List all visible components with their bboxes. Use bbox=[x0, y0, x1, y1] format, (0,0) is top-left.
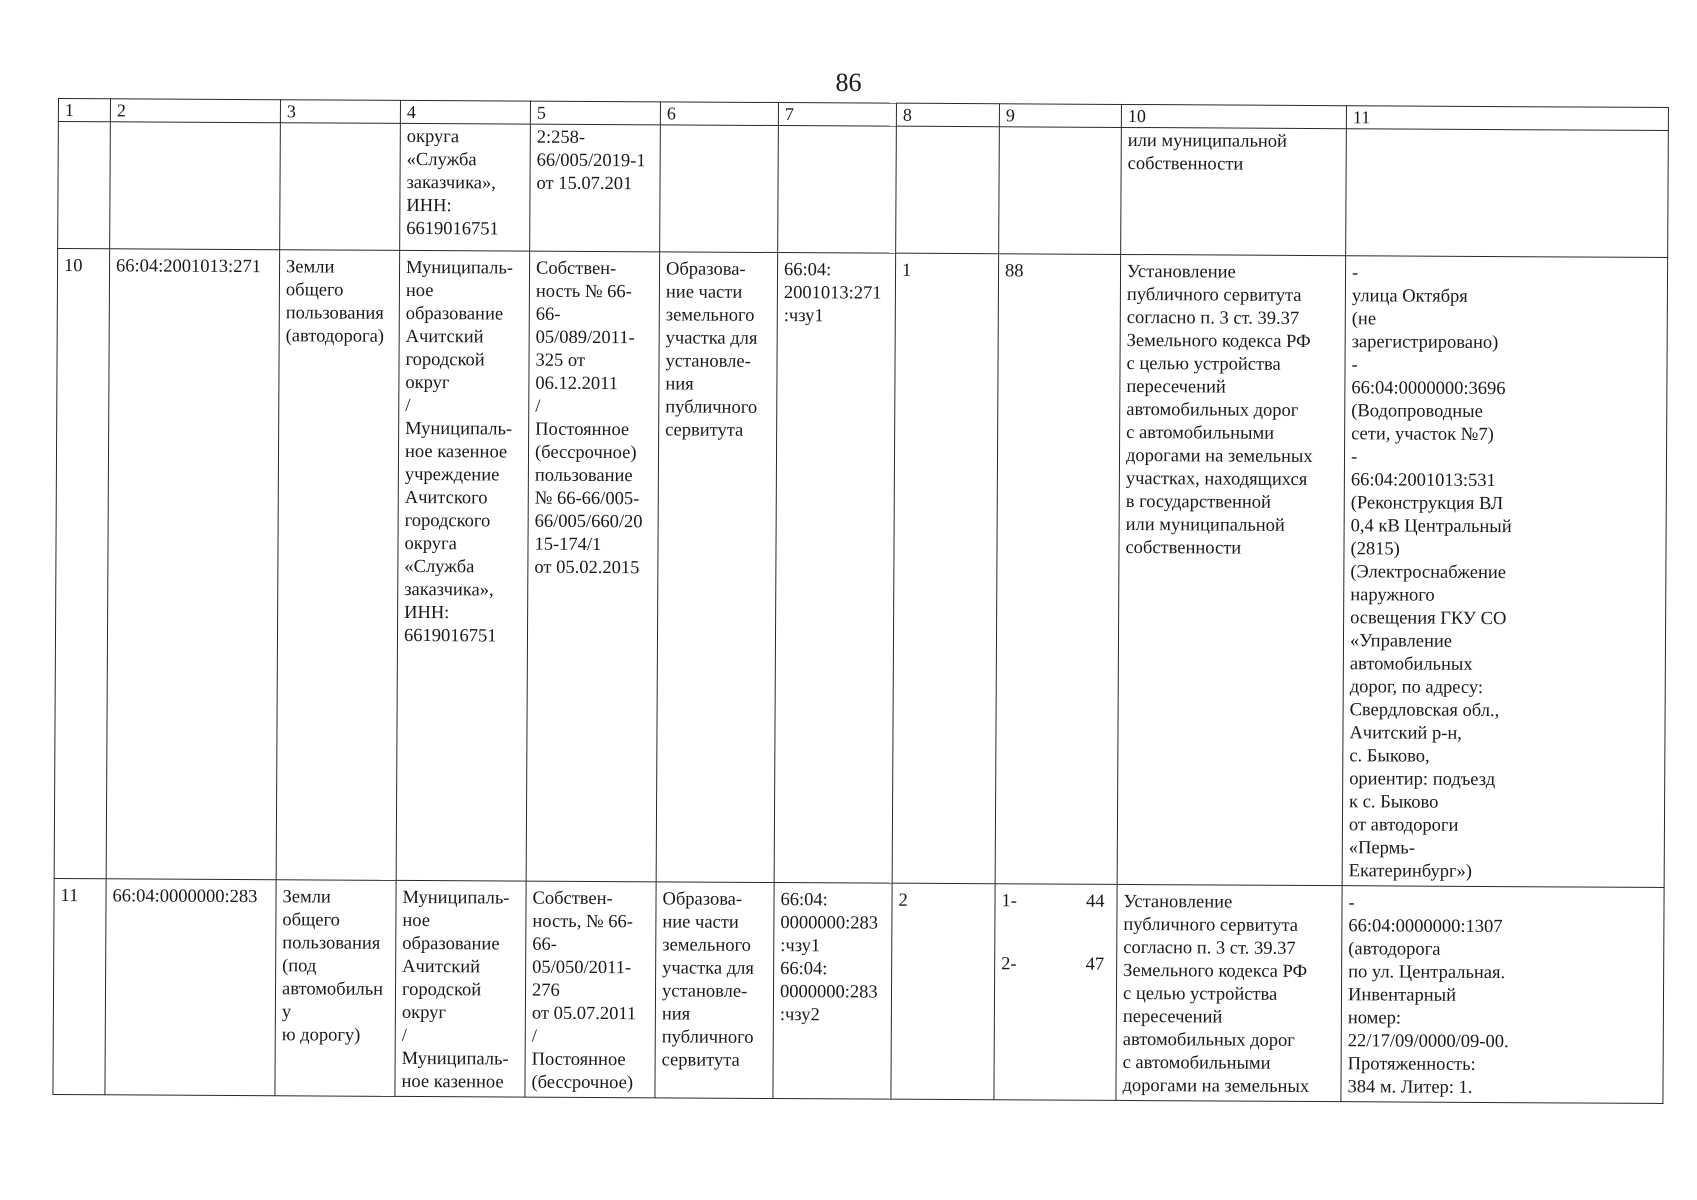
cell-line: / bbox=[535, 396, 541, 417]
cell-line: ния bbox=[665, 374, 694, 395]
cell-line: сервитута bbox=[661, 1050, 740, 1071]
cell-line: городского bbox=[404, 510, 491, 532]
cell-line: с целью устройства bbox=[1122, 983, 1278, 1005]
cell-line: округа bbox=[404, 533, 457, 555]
cell-line: согласно п. 3 ст. 39.37 bbox=[1126, 307, 1300, 329]
cell-line: округ bbox=[401, 1002, 447, 1024]
cell-line: участка для bbox=[665, 328, 758, 349]
registry-table bbox=[52, 98, 1669, 1104]
cell-line: «Служба bbox=[406, 149, 477, 171]
area-cell: 88 bbox=[995, 254, 1121, 885]
cell-line: 2001013:271 bbox=[783, 283, 882, 304]
cell-line: Екатеринбург») bbox=[1348, 861, 1473, 882]
cell-line: Ачитского bbox=[404, 487, 488, 509]
cell-line: округ bbox=[405, 372, 450, 394]
header-cell: 3 bbox=[280, 100, 400, 124]
area-part-value: 44 bbox=[1085, 891, 1105, 912]
cell-line: установле- bbox=[665, 351, 751, 372]
cadastral-number-cell: 66:04:2001013:271 bbox=[106, 249, 280, 880]
cell-line: пересечений bbox=[1126, 376, 1226, 398]
cell-line: :чзу1 bbox=[783, 306, 824, 327]
header-cell: 7 bbox=[778, 103, 896, 127]
cell-line: ориентир: подъезд bbox=[1349, 769, 1496, 791]
cell-line: участках, находящихся bbox=[1125, 468, 1308, 490]
cell-line: автомобильных bbox=[1349, 654, 1473, 675]
purpose-cell bbox=[1121, 127, 1347, 255]
cell-line: 66/005/2019-1 bbox=[536, 150, 646, 172]
cell-line: - bbox=[1350, 447, 1358, 468]
action-cell bbox=[656, 252, 778, 883]
cell-line: зарегистрировано) bbox=[1351, 332, 1499, 354]
cell-line: образование bbox=[405, 303, 504, 325]
cell-line: Постоянное bbox=[531, 1049, 626, 1071]
cell-line: участка для bbox=[662, 958, 754, 979]
header-cell: 1 bbox=[58, 99, 110, 122]
cell-line: земельного bbox=[662, 935, 751, 956]
cell-line: публичного bbox=[661, 1027, 754, 1048]
cell-line: автомобильну bbox=[281, 979, 384, 1023]
cell-line: Установление bbox=[1123, 891, 1233, 913]
cell-line: - bbox=[1348, 893, 1355, 914]
cell-line: 66:04:0000000:3696 bbox=[1351, 378, 1506, 400]
cell-line: округа bbox=[406, 126, 460, 148]
cell-line: (бессрочное) bbox=[534, 442, 637, 464]
cell-line: Постоянное bbox=[535, 419, 630, 441]
table-row bbox=[53, 878, 1664, 1103]
cell-line: сети, участок №7) bbox=[1351, 424, 1494, 446]
cell-line: (Водопроводные bbox=[1351, 401, 1483, 422]
cell-line: пользование bbox=[534, 465, 633, 487]
cell-line: ИНН: bbox=[406, 195, 452, 217]
cell-line: дорогами на земельных bbox=[1125, 445, 1313, 468]
cell-line: Образова- bbox=[665, 259, 746, 280]
cell-line: (бессрочное) bbox=[531, 1072, 634, 1094]
rights-cell bbox=[530, 124, 661, 252]
cell-line: городской bbox=[405, 349, 485, 371]
cell-line: Образова- bbox=[662, 889, 743, 910]
cell-line: Протяженность: bbox=[1347, 1054, 1476, 1075]
cell-line: 66- bbox=[532, 934, 558, 955]
cell-line: (автодорога) bbox=[285, 326, 385, 347]
header-cell: 11 bbox=[1346, 106, 1668, 131]
cell-line: Ачитский bbox=[402, 956, 481, 978]
cell-line: от 05.07.2011 bbox=[531, 1003, 637, 1025]
cell-line: :чзу1 bbox=[780, 936, 821, 957]
table-row bbox=[54, 249, 1667, 888]
area-part-2 bbox=[1001, 953, 1110, 977]
cell-line: собственности bbox=[1125, 537, 1242, 559]
cell-line: автомобильных дорог bbox=[1126, 399, 1299, 421]
cell-line: заказчика», bbox=[406, 172, 496, 194]
cell-line: публичного bbox=[665, 397, 758, 418]
header-cell: 4 bbox=[400, 100, 530, 124]
cell-line: освещения ГКУ СО bbox=[1350, 608, 1507, 630]
cell-line: наружного bbox=[1350, 585, 1435, 606]
cell-line: 66:04: bbox=[783, 260, 832, 281]
owner-cell bbox=[395, 880, 526, 1097]
cell-line: по ул. Центральная. bbox=[1348, 962, 1506, 984]
page-number: 86 bbox=[835, 68, 862, 97]
header-cell: 6 bbox=[660, 102, 778, 126]
header-cell: 10 bbox=[1121, 104, 1346, 128]
cell-line: 276 bbox=[531, 980, 560, 1001]
cadastral-number-cell: 66:04:0000000:283 bbox=[105, 879, 276, 1096]
cell-line: «Управление bbox=[1349, 631, 1453, 652]
cell-line: Муниципаль- bbox=[406, 257, 514, 279]
cell-line: дорогами на земельных bbox=[1122, 1075, 1310, 1098]
area-part-1 bbox=[1001, 890, 1110, 914]
cell-line: ное казенное bbox=[401, 1071, 504, 1093]
cell-line: улица Октября bbox=[1351, 286, 1468, 307]
cell-line: «Пермь- bbox=[1348, 838, 1415, 859]
cell-line: - bbox=[1351, 263, 1359, 284]
cell-line: ность, № 66- bbox=[532, 911, 633, 933]
cell-line: ю дорогу) bbox=[281, 1025, 361, 1046]
cell-line: «Служба bbox=[404, 556, 475, 578]
header-cell: 5 bbox=[530, 101, 660, 125]
cell-line: земельного bbox=[665, 305, 755, 326]
header-cell: 8 bbox=[896, 103, 999, 127]
cell-line: 22/17/09/0000/09-00. bbox=[1347, 1031, 1509, 1053]
cell-line: 0,4 кВ Центральный bbox=[1350, 516, 1512, 538]
cell-line: собственности bbox=[1127, 153, 1244, 175]
part-number-cell bbox=[774, 253, 896, 884]
cell-line: Земли общего bbox=[282, 887, 340, 931]
cell-line: ИНН: bbox=[404, 602, 450, 624]
cell-line: / bbox=[531, 1026, 537, 1047]
rights-cell bbox=[525, 881, 656, 1098]
cell-line: (2815) bbox=[1350, 539, 1400, 560]
cell-line: Муниципаль- bbox=[401, 1048, 509, 1070]
cell-line: 384 м. Литер: 1. bbox=[1347, 1077, 1473, 1098]
related-objects-cell bbox=[1342, 256, 1668, 888]
table-row-continued bbox=[58, 122, 1669, 258]
cell-line: 66/005/660/20 bbox=[534, 511, 643, 533]
action-cell bbox=[655, 882, 774, 1099]
cell-line: публичного сервитута bbox=[1123, 914, 1299, 936]
cell-line: публичного сервитута bbox=[1126, 284, 1302, 306]
cell-line: городской bbox=[401, 979, 482, 1001]
cell-line: ния bbox=[661, 1004, 691, 1025]
cell-line: 6619016751 bbox=[406, 218, 499, 240]
cell-line: 66:04: bbox=[780, 890, 828, 911]
cell-line: Земельного кодекса РФ bbox=[1123, 960, 1308, 982]
cell-line: образование bbox=[402, 933, 500, 955]
cell-line: 66:04:2001013:531 bbox=[1350, 470, 1496, 492]
cell-line: Свердловская обл., bbox=[1349, 700, 1500, 722]
cell-line: Земли общего bbox=[285, 257, 344, 301]
part-count-cell: 2 bbox=[891, 883, 995, 1100]
header-cell: 2 bbox=[110, 99, 280, 123]
cell-line: 325 от bbox=[535, 350, 586, 371]
cell-line: ность № 66- bbox=[535, 281, 632, 303]
owner-cell bbox=[400, 123, 531, 251]
cell-line: Муниципаль- bbox=[405, 418, 513, 440]
cell-line: учреждение bbox=[404, 464, 500, 486]
area-part-value: 47 bbox=[1085, 954, 1105, 975]
cell-line: с. Быково, bbox=[1349, 746, 1430, 767]
part-number-cell bbox=[773, 883, 892, 1100]
cell-line: 05/050/2011- bbox=[532, 957, 632, 979]
cell-line: 2:258- bbox=[536, 127, 586, 148]
cell-line: номер: bbox=[1347, 1008, 1402, 1029]
rights-cell bbox=[526, 251, 660, 882]
cell-line: к с. Быково bbox=[1349, 792, 1439, 813]
row-number-cell: 11 bbox=[53, 878, 106, 1094]
header-cell: 9 bbox=[999, 104, 1121, 128]
cell-line: или муниципальной bbox=[1125, 514, 1285, 536]
cell-line: Земельного кодекса РФ bbox=[1126, 330, 1311, 352]
cell-line: 66:04: bbox=[780, 959, 828, 980]
purpose-cell bbox=[1117, 254, 1346, 885]
cell-line: № 66-66/005- bbox=[534, 488, 640, 510]
cell-line: Инвентарный bbox=[1347, 985, 1457, 1006]
cell-line: ние части bbox=[665, 282, 743, 303]
cell-line: 0000000:283 bbox=[780, 913, 879, 934]
area-part-label: 1- bbox=[1001, 891, 1018, 912]
cell-line: Ачитский р-н, bbox=[1349, 723, 1462, 744]
related-objects-cell bbox=[1341, 886, 1664, 1104]
cell-line: от 05.02.2015 bbox=[534, 557, 640, 579]
cell-line: / bbox=[405, 395, 411, 416]
cell-line: согласно п. 3 ст. 39.37 bbox=[1123, 937, 1296, 959]
cell-line: с автомобильными bbox=[1126, 422, 1275, 444]
cell-line: (под bbox=[282, 956, 317, 977]
cell-line: Установление bbox=[1126, 261, 1236, 283]
area-cell bbox=[994, 884, 1117, 1101]
cell-line: пользования bbox=[285, 303, 384, 324]
cell-line: с автомобильными bbox=[1122, 1052, 1271, 1074]
cell-line: дорог, по адресу: bbox=[1349, 677, 1484, 698]
cell-line: установле- bbox=[661, 981, 748, 1002]
cell-line: Собствен- bbox=[535, 258, 617, 280]
land-category-cell bbox=[276, 250, 400, 881]
cell-line: ние части bbox=[662, 912, 739, 933]
cell-line: / bbox=[401, 1025, 407, 1046]
cell-line: (Реконструкция ВЛ bbox=[1350, 493, 1504, 515]
registry-table-sheet bbox=[52, 98, 1668, 1104]
cell-line: :чзу2 bbox=[779, 1005, 820, 1026]
cell-line: 0000000:283 bbox=[779, 982, 878, 1003]
cell-line: 06.12.2011 bbox=[535, 373, 619, 395]
cell-line: - bbox=[1351, 355, 1358, 376]
cell-line: 6619016751 bbox=[403, 625, 497, 647]
cell-line: или муниципальной bbox=[1127, 130, 1288, 152]
cell-line: ное казенное bbox=[404, 441, 508, 463]
cell-line: (не bbox=[1351, 309, 1377, 330]
cell-line: в государственной bbox=[1125, 491, 1272, 513]
cell-line: пересечений bbox=[1122, 1006, 1223, 1028]
part-count-cell: 1 bbox=[892, 253, 999, 884]
purpose-cell bbox=[1116, 884, 1342, 1101]
cell-line: 66- bbox=[535, 304, 561, 325]
cell-line: Собствен- bbox=[532, 888, 613, 910]
cell-line: ное bbox=[402, 910, 431, 932]
row-number-cell: 10 bbox=[54, 249, 110, 879]
cell-line: с целью устройства bbox=[1126, 353, 1281, 375]
cell-line: от автодороги bbox=[1348, 815, 1459, 836]
cell-line: 66:04:0000000:1307 bbox=[1348, 916, 1503, 938]
cell-line: Ачитский bbox=[405, 326, 484, 348]
cell-line: заказчика», bbox=[404, 579, 494, 601]
land-category-cell bbox=[275, 880, 396, 1097]
cell-line: (Электроснабжение bbox=[1350, 562, 1507, 584]
cell-line: 05/089/2011- bbox=[535, 327, 635, 349]
cell-line: (автодорога bbox=[1348, 939, 1441, 960]
cell-line: сервитута bbox=[665, 420, 744, 441]
cell-line: автомобильных дорог bbox=[1122, 1029, 1295, 1051]
cell-line: ное bbox=[405, 280, 434, 302]
area-part-label: 2- bbox=[1001, 954, 1017, 975]
cell-line: пользования bbox=[282, 933, 381, 954]
cell-line: от 15.07.201 bbox=[536, 173, 633, 195]
cell-line: Муниципаль- bbox=[402, 887, 510, 909]
owner-cell bbox=[396, 250, 530, 881]
cell-line: 15-174/1 bbox=[534, 534, 602, 556]
